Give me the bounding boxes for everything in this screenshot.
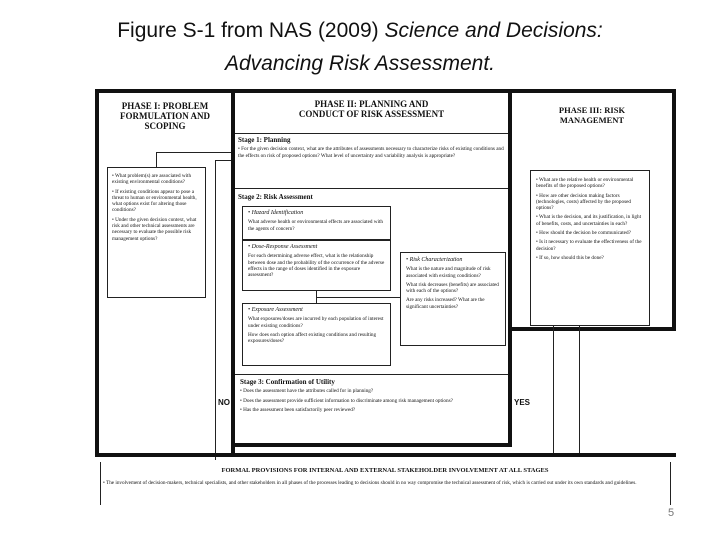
yes-label: YES (514, 398, 531, 407)
stage1-title: Stage 1: Planning (238, 136, 291, 144)
question: • If so, how should this be done? (536, 254, 604, 261)
formal-provisions-box (103, 467, 667, 486)
title-italic: Science and Decisions: (384, 19, 603, 42)
phase3-title: PHASE III: RISK MANAGEMENT (558, 105, 626, 125)
dose-text: For each determining adverse effect, what is the relationship between dose and the probability of the occurrence of the adverse effects in the range of doses identified in the exposure assessment? (248, 253, 385, 279)
question: • Is it necessary to evaluate the effectiveness of the decision? (536, 239, 642, 252)
hazard-box (242, 206, 391, 240)
stage3-item: • Does the assessment have the attributes called for in planning? (240, 388, 374, 395)
title-plain: Figure S-1 from NAS (2009) (117, 19, 385, 42)
riskchar-text: What risk decreases (benefits) are associated with each of the options? (406, 281, 499, 295)
title-line2: Advancing Risk Assessment. (225, 52, 495, 75)
no-label: NO (218, 398, 230, 407)
phase1-title: PHASE I: PROBLEM FORMULATION AND SCOPING (119, 101, 211, 131)
stage3-item: • Has the assessment been satisfactorily peer reviewed? (240, 406, 356, 413)
riskchar-text: Are any risks increased? What are the significant uncertainties? (406, 297, 485, 310)
stage1-text: • For the given decision context, what are the attributes of assessments necessary to characterize risks of existing conditions and the effects on risk of proposed options? What level of uncertainty and variability analysis is appropriate? (238, 146, 504, 159)
question: • If existing conditions appear to pose a threat to human or environmental health, what options exist for altering those conditions? (112, 188, 197, 214)
page-number: 5 (668, 507, 675, 519)
stage3-item: • Does the assessment provide sufficient information to discriminate among risk management options? (240, 397, 453, 404)
formal-text: • The involvement of decision-makers, technical specialists, and other stakeholders in all phases of the processes leading to decisions should in no way compromise the technical assessment of risk, which is carried out under its own standards and guidelines. (103, 480, 637, 486)
exposure-title: • Exposure Assessment (248, 307, 303, 313)
dose-title: • Dose-Response Assessment (248, 244, 318, 250)
hazard-title: • Hazard Identification (248, 210, 304, 216)
hazard-text: What adverse health or environmental effects are associated with the agents of concern? (248, 219, 384, 232)
stage3 (240, 379, 502, 416)
formal-title: FORMAL PROVISIONS FOR INTERNAL AND EXTERNAL STAKEHOLDER INVOLVEMENT AT ALL STAGES (221, 467, 549, 474)
question: • What are the relative health or environmental benefits of the proposed options? (536, 177, 634, 190)
question: • How should the decision be communicated? (536, 230, 631, 237)
riskchar-title: • Risk Characterization (406, 257, 463, 263)
phase3-questions (530, 170, 650, 326)
exposure-text: How does each option affect existing conditions and resulting exposures/doses? (248, 331, 377, 345)
question: • Under the given decision context, what risk and other technical assessments are necessary to evaluate the possible risk management options? (112, 216, 197, 242)
question: • What problem(s) are associated with existing environmental conditions? (112, 173, 192, 186)
stage3-title: Stage 3: Confirmation of Utility (240, 378, 335, 386)
stage1 (238, 137, 504, 159)
risk-characterization-box (400, 252, 506, 346)
phase2-title: PHASE II: PLANNING AND CONDUCT OF RISK ASSESSMENT (298, 99, 445, 119)
stage2-title: Stage 2: Risk Assessment (238, 193, 313, 201)
exposure-box (242, 303, 391, 366)
exposure-text: What exposures/doses are incurred by each population of interest under existing conditions? (248, 316, 384, 329)
question: • What is the decision, and its justification, in light of benefits, costs, and uncertainties in each? (536, 214, 642, 227)
phase1-questions (107, 167, 206, 298)
slide-title (0, 14, 720, 80)
question: • How are other decision making factors (technologies, costs) affected by the proposed options? (536, 192, 631, 212)
dose-box (242, 240, 391, 291)
riskchar-text: What is the nature and magnitude of risk associated with existing conditions? (406, 266, 491, 279)
